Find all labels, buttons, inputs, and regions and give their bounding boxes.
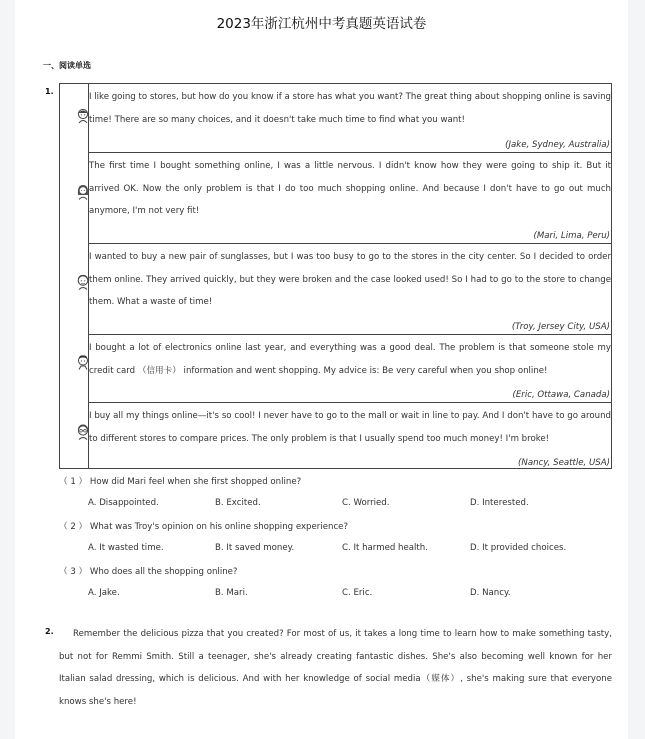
option-a[interactable]: A. It wasted time. bbox=[88, 543, 164, 553]
page-title: 2023年浙江杭州中考真题英语试卷 bbox=[216, 16, 427, 32]
option-a[interactable]: A. Jake. bbox=[88, 588, 120, 598]
man-avatar-icon bbox=[76, 274, 90, 290]
option-d[interactable]: D. Nancy. bbox=[470, 588, 511, 598]
avatar-column bbox=[60, 84, 89, 468]
girl-avatar-icon bbox=[76, 184, 90, 200]
passage-row bbox=[89, 335, 611, 403]
question-2 bbox=[59, 520, 348, 532]
passage-text: I like going to stores, but how do you know if a store has what you want? The great thing about shopping online is saving time! There are so many choices, and it doesn't take much time to find what you want! bbox=[89, 92, 611, 125]
option-a[interactable]: A. Disappointed. bbox=[88, 498, 159, 508]
question-label: （ 2 ） bbox=[59, 522, 88, 532]
option-d[interactable]: D. It provided choices. bbox=[470, 543, 567, 553]
boy-avatar-icon bbox=[76, 354, 90, 370]
option-c[interactable]: C. Worried. bbox=[342, 498, 390, 508]
option-b[interactable]: B. Mari. bbox=[215, 588, 248, 598]
section-heading: 一、阅读单选 bbox=[43, 61, 91, 70]
question-label: （ 1 ） bbox=[59, 477, 88, 487]
question-number-1: 1. bbox=[45, 87, 54, 96]
passage-signature: (Troy, Jersey City, USA) bbox=[511, 322, 610, 332]
passage-signature: (Jake, Sydney, Australia) bbox=[505, 140, 610, 150]
passage-text: I buy all my things online—it's so cool! I never have to go to the mall or wait in line to pay. And I don't have to go around to different stores to compare prices. The only problem is that I usually spend too much money! I'm broke! bbox=[89, 411, 611, 444]
option-b[interactable]: B. Excited. bbox=[215, 498, 261, 508]
passage-row bbox=[89, 403, 611, 470]
passage-text: I bought a lot of electronics online last year, and everything was a good deal. The problem is that someone stole my credit card （信用卡） information and went shopping. My advice is: Be very careful when you shop online! bbox=[89, 343, 611, 376]
option-d[interactable]: D. Interested. bbox=[470, 498, 529, 508]
question-1 bbox=[59, 475, 301, 487]
passage-text: I wanted to buy a new pair of sunglasses, but I was too busy to go to the stores in the city center. So I decided to order them online. They arrived quickly, but they were broken and the case looked used! So I had to go to the store to change them. What a waste of time! bbox=[89, 252, 611, 307]
passage-2-text: Remember the delicious pizza that you created? For most of us, it takes a long time to learn how to make something tasty, but not for Remmi Smith. Still a teenager, she's already creating fantastic dishes. She's also becoming well known for her Italian salad dressing, which is delicious. And with her knowledge of social media（媒体）, she's making sure that everyone knows she's here! bbox=[59, 629, 612, 707]
passage-row bbox=[89, 84, 611, 153]
option-c[interactable]: C. It harmed health. bbox=[342, 543, 428, 553]
exam-page bbox=[15, 0, 628, 739]
passage-signature: (Eric, Ottawa, Canada) bbox=[512, 390, 610, 400]
question-number-2: 2. bbox=[45, 627, 54, 636]
question-text: How did Mari feel when she first shopped online? bbox=[89, 477, 302, 487]
option-b[interactable]: B. It saved money. bbox=[215, 543, 295, 553]
question-text: Who does all the shopping online? bbox=[89, 567, 238, 577]
boy-avatar-icon bbox=[76, 108, 90, 124]
passage-signature: (Nancy, Seattle, USA) bbox=[518, 458, 610, 468]
passage-signature: (Mari, Lima, Peru) bbox=[533, 231, 610, 241]
glasses-avatar-icon bbox=[76, 424, 90, 440]
passage-row bbox=[89, 244, 611, 335]
passage-row bbox=[89, 153, 611, 244]
question-3 bbox=[59, 565, 238, 577]
option-c[interactable]: C. Eric. bbox=[342, 588, 373, 598]
passage-text: The first time I bought something online, I was a little nervous. I didn't know how they were going to ship it. But it arrived OK. Now the only problem is that I do too much shopping online. And because I don't have to go out much anymore, I'm not very fit! bbox=[89, 161, 611, 216]
question-label: （ 3 ） bbox=[59, 567, 88, 577]
reading-passage-table bbox=[59, 83, 612, 469]
passage-2 bbox=[59, 623, 612, 713]
question-text: What was Troy's opinion on his online shopping experience? bbox=[89, 522, 349, 532]
